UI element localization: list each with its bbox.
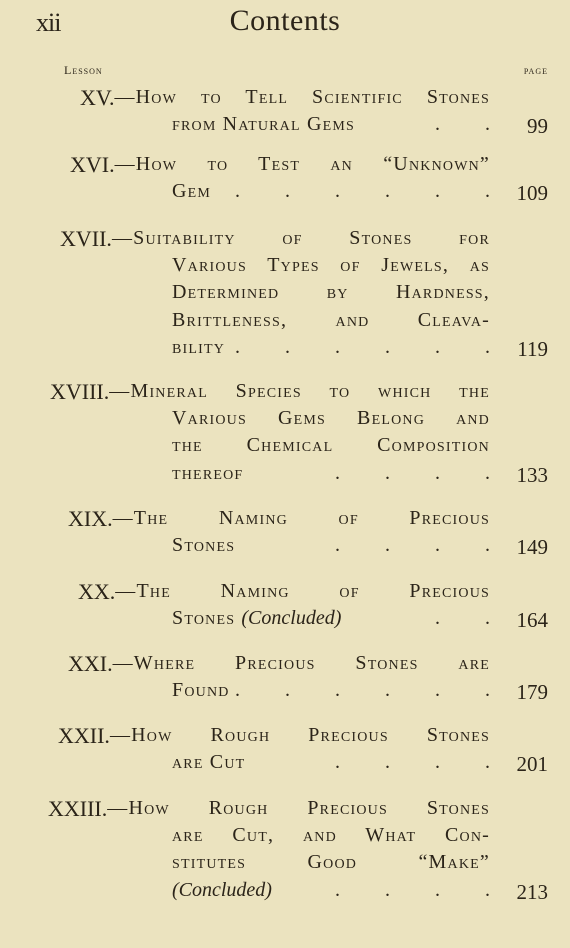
lesson-title-line: Determined by Hardness, bbox=[172, 281, 490, 304]
dot-leaders: . . . . . . bbox=[235, 679, 490, 702]
lesson-title-group bbox=[172, 749, 245, 776]
page-ref: 119 bbox=[517, 336, 548, 361]
lesson-title-group bbox=[172, 111, 355, 138]
lesson-title-line: Various Types of Jewels, as bbox=[172, 254, 490, 277]
dot-leaders: . . . . . . bbox=[235, 180, 490, 203]
lesson-numeral: XXIII. bbox=[48, 796, 108, 821]
dot-leaders: . . bbox=[435, 607, 490, 630]
dot-leaders: . . . . bbox=[335, 751, 490, 774]
lesson-title-line: bility bbox=[172, 335, 226, 358]
lesson-numeral: XV. bbox=[80, 85, 115, 110]
lesson-title-line: —How Rough Precious Stones bbox=[109, 724, 490, 746]
lesson-title-line: Stones bbox=[172, 607, 236, 630]
lesson-title-line: —The Naming of Precious bbox=[112, 507, 490, 529]
lesson-title-group bbox=[172, 677, 230, 704]
lesson-title-line: Found bbox=[172, 679, 230, 702]
lesson-title-line: Gem bbox=[172, 180, 212, 203]
lesson-numeral: XIX. bbox=[68, 506, 113, 531]
page-title: Contents bbox=[229, 4, 341, 37]
lesson-title-line: —How Rough Precious Stones bbox=[107, 797, 490, 819]
lesson-numeral: XVIII. bbox=[50, 379, 110, 404]
page-ref: 149 bbox=[516, 535, 548, 560]
page-ref: 99 bbox=[527, 114, 548, 139]
lesson-title-line: the Chemical Composition bbox=[172, 434, 490, 457]
lesson-title-line: —How to Test an “Unknown” bbox=[114, 153, 490, 175]
lesson-title-line: —Suitability of Stones for bbox=[111, 227, 490, 249]
lesson-title-line: Brittleness, and Cleava- bbox=[172, 308, 490, 331]
lesson-title-italic: (Concluded) bbox=[241, 607, 342, 630]
lesson-numeral: XVI. bbox=[70, 152, 115, 177]
page-number: xii bbox=[36, 8, 61, 37]
dot-leaders: . . . . . . bbox=[235, 335, 490, 358]
page-ref: 109 bbox=[516, 181, 548, 206]
dot-leaders: . . . . bbox=[335, 461, 490, 484]
lesson-numeral: XXII. bbox=[58, 723, 110, 748]
lesson-title-group bbox=[172, 532, 235, 559]
lesson-title-line: —Mineral Species to which the bbox=[109, 380, 490, 402]
lesson-title-group bbox=[172, 334, 225, 361]
lesson-title-italic: (Concluded) bbox=[172, 878, 272, 901]
lesson-title-line: Various Gems Belong and bbox=[172, 407, 490, 430]
page-ref: 179 bbox=[516, 680, 548, 705]
lesson-title-line: —How to Tell Scientific Stones bbox=[114, 86, 490, 108]
lesson-title-line: —The Naming of Precious bbox=[115, 580, 490, 602]
dot-leaders: . . . . bbox=[335, 534, 490, 557]
page-ref: 164 bbox=[516, 608, 548, 633]
page-ref: 213 bbox=[516, 879, 548, 904]
lesson-title-line: Stones bbox=[172, 534, 236, 557]
lesson-title-line: —Where Precious Stones are bbox=[112, 652, 490, 674]
page-ref: 201 bbox=[516, 752, 548, 777]
lesson-title-group bbox=[172, 460, 243, 487]
lesson-title-group bbox=[172, 178, 211, 205]
lesson-title-line: are Cut, and What Con- bbox=[172, 824, 490, 847]
page-ref: 133 bbox=[516, 462, 548, 487]
column-header-page: page bbox=[523, 63, 548, 77]
lesson-title-line: are Cut bbox=[172, 751, 246, 774]
column-header-lesson: Lesson bbox=[64, 63, 103, 77]
lesson-title-line: stitutes Good “Make” bbox=[172, 851, 490, 874]
dot-leaders: . . bbox=[435, 113, 490, 136]
lesson-numeral: XXI. bbox=[68, 651, 113, 676]
lesson-numeral: XVII. bbox=[60, 226, 112, 251]
lesson-title-line: thereof bbox=[172, 461, 244, 484]
dot-leaders: . . . . bbox=[335, 878, 490, 901]
lesson-title-line: from Natural Gems bbox=[172, 113, 355, 136]
lesson-title-group bbox=[172, 605, 341, 632]
lesson-numeral: XX. bbox=[78, 579, 116, 604]
